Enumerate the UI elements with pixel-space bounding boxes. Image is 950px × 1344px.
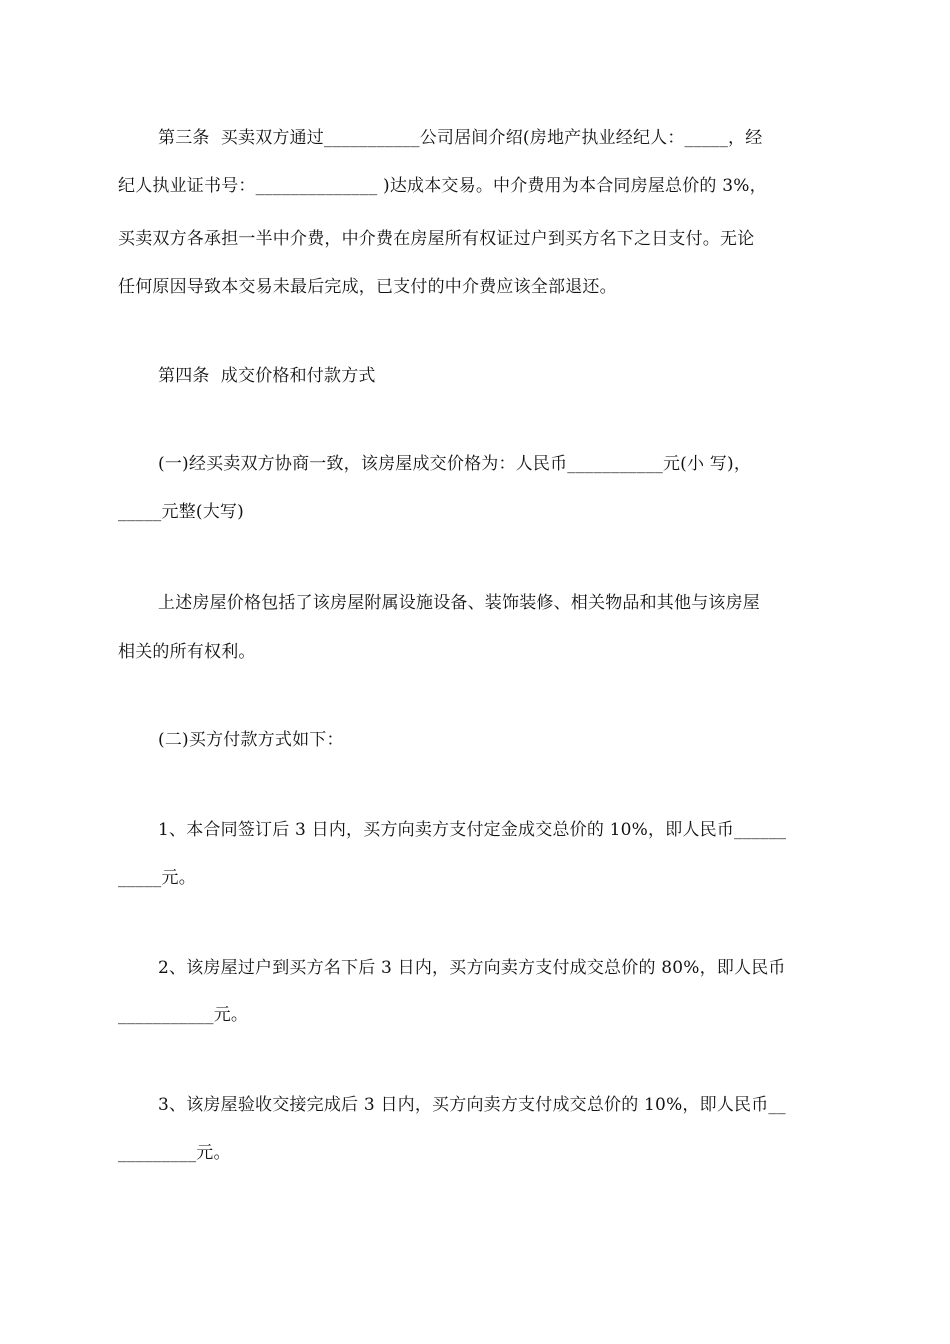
price-line-1: (一)经买卖双方协商一致，该房屋成交价格为：人民币___________元(小 写)， [158,454,752,474]
article4-heading: 第四条 成交价格和付款方式 [158,366,376,386]
scope-line-1: 上述房屋价格包括了该房屋附属设施设备、装饰装修、相关物品和其他与该房屋 [158,593,760,613]
article3-line-1: 第三条 买卖双方通过___________公司居间介绍(房地产执业经纪人：_____，经 [158,128,763,148]
article3-line-2: 纪人执业证书号：______________ )达成本交易。中介费用为本合同房屋总价的 3%， [118,176,767,196]
article3-line-4: 任何原因导致本交易未最后完成，已支付的中介费应该全部退还。 [118,277,617,297]
payment-3-line-2: _________元。 [118,1143,231,1163]
payment-3-line-1: 3、该房屋验收交接完成后 3 日内，买方向卖方支付成交总价的 10%，即人民币__ [158,1095,786,1115]
price-line-2: _____元整(大写) [118,502,244,522]
payment-2-line-1: 2、该房屋过户到买方名下后 3 日内，买方向卖方支付成交总价的 80%，即人民币 [158,958,786,978]
article3-line-3: 买卖双方各承担一半中介费，中介费在房屋所有权证过户到买方名下之日支付。无论 [118,229,755,249]
payment-1-line-1: 1、本合同签订后 3 日内，买方向卖方支付定金成交总价的 10%，即人民币______ [158,820,787,840]
payment-method-heading: (二)买方付款方式如下： [158,730,344,750]
scope-line-2: 相关的所有权利。 [118,642,256,662]
payment-1-line-2: _____元。 [118,868,196,888]
payment-2-line-2: ___________元。 [118,1005,249,1025]
